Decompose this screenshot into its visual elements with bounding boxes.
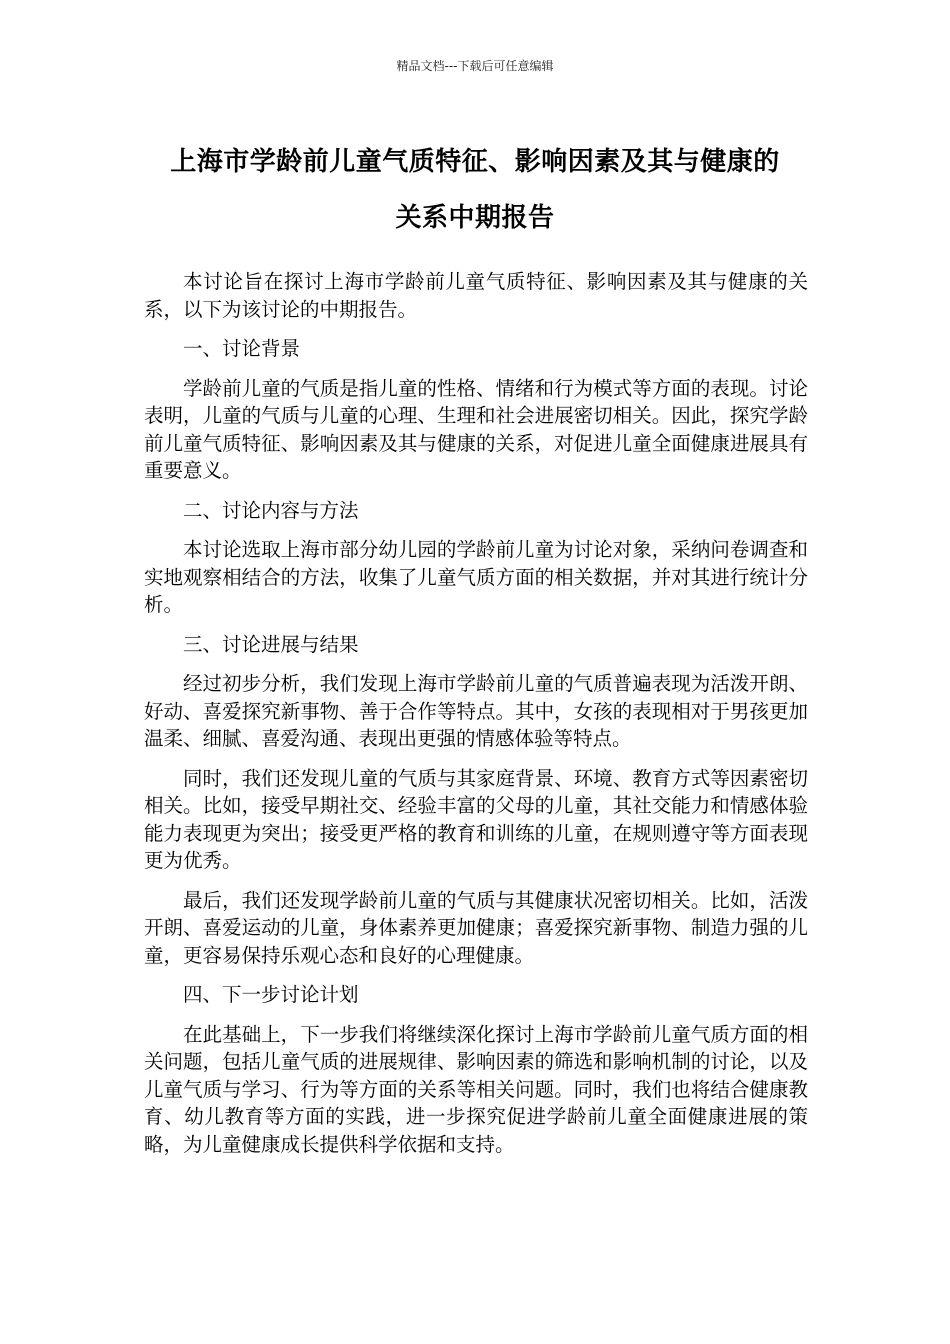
document-title: [140, 134, 810, 246]
paragraph: 在此基础上，下一步我们将继续深化探讨上海市学龄前儿童气质方面的相关问题，包括儿童气质的进展规律、影响因素的筛选和影响机制的讨论，以及儿童气质与学习、行为等方面的关系等相关问题。同时，我们也将结合健康教育、幼儿教育等方面的实践，进一步探究促进学龄前儿童全面健康进展的策略，为儿童健康成长提供科学依据和支持。: [144, 1022, 808, 1156]
section-heading-next-plan: 四、下一步讨论计划: [183, 983, 359, 1006]
section-heading-methods: 二、讨论内容与方法: [183, 498, 359, 522]
paragraph: 最后，我们还发现学龄前儿童的气质与其健康状况密切相关。比如，活泼开朗、喜爱运动的儿童，身体素养更加健康；喜爱探究新事物、制造力强的儿童，更容易保持乐观心态和良好的心理健康。: [144, 888, 808, 967]
paragraph: 同时，我们还发现儿童的气质与其家庭背景、环境、教育方式等因素密切相关。比如，接受早期社交、经验丰富的父母的儿童，其社交能力和情感体验能力表现更为突出；接受更严格的教育和训练的儿童，在规则遵守等方面表现更为优秀。: [144, 766, 808, 872]
section-heading-background: 一、讨论背景: [183, 337, 301, 360]
title-line-2: 关系中期报告: [395, 203, 555, 233]
paragraph: 本讨论选取上海市部分幼儿园的学龄前儿童为讨论对象，采纳问卷调查和实地观察相结合的方法，收集了儿童气质方面的相关数据，并对其进行统计分析。: [144, 538, 808, 616]
section-heading-results: 三、讨论进展与结果: [183, 632, 359, 656]
paragraph: 经过初步分析，我们发现上海市学龄前儿童的气质普遍表现为活泼开朗、好动、喜爱探究新事物、善于合作等特点。其中，女孩的表现相对于男孩更加温柔、细腻、喜爱沟通、表现出更强的情感体验等特点。: [144, 672, 808, 750]
document-body: [144, 268, 808, 1170]
header-note: 精品文档---下载后可任意编辑: [396, 59, 554, 73]
intro-paragraph: 本讨论旨在探讨上海市学龄前儿童气质特征、影响因素及其与健康的关系，以下为该讨论的中期报告。: [144, 270, 808, 321]
paragraph: 学龄前儿童的气质是指儿童的性格、情绪和行为模式等方面的表现。讨论表明，儿童的气质与儿童的心理、生理和社会进展密切相关。因此，探究学龄前儿童气质特征、影响因素及其与健康的关系，对促进儿童全面健康进展具有重要意义。: [144, 376, 808, 482]
title-line-1: 上海市学龄前儿童气质特征、影响因素及其与健康的: [170, 147, 780, 177]
